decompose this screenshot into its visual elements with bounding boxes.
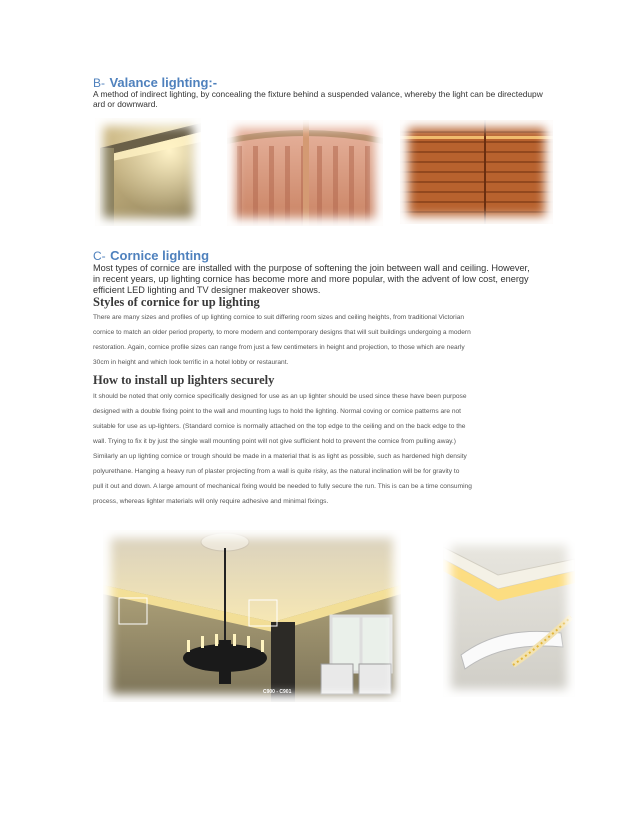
install-line: polyurethane. Hanging a heavy run of plaster projecting from a wall is quite risky, as the natural inclination will be for gravity to: [93, 468, 460, 476]
valance-desc-line: ard or downward.: [93, 99, 158, 110]
install-line: designed with a double fixing point to the wall and mounting lugs to hold the lighting. Normal coving or cornice patterns are not: [93, 408, 462, 416]
valance-prefix: B-: [93, 76, 105, 90]
cornice-intro-line: Most types of cornice are installed with the purpose of softening the join between wall and ceiling. However,: [93, 263, 530, 273]
styles-heading: Styles of cornice for up lighting: [93, 295, 260, 309]
cornice-detail-photo: [443, 537, 575, 697]
valance-photo-wall: [95, 118, 201, 226]
valance-desc-line: A method of indirect lighting, by concealing the fixture behind a suspended valance, whereby the light can be directedupw: [93, 89, 543, 99]
styles-line: cornice to match an older period property, to more modern and contemporary designs that will suit buildings undergoing a modern: [93, 329, 471, 337]
valance-description: [93, 89, 563, 109]
valance-photo-sauna: [400, 120, 553, 224]
cornice-room-photo: [103, 530, 401, 702]
install-heading: How to install up lighters securely: [93, 373, 275, 387]
cornice-intro-line: efficient LED lighting and TV designer makeover shows.: [93, 285, 321, 295]
styles-line: There are many sizes and profiles of up lighting cornice to suit differing room sizes and ceiling heights, from traditional Victorian: [93, 314, 465, 321]
photo-caption: C900 - C901: [263, 689, 292, 695]
styles-line: 30cm in height and which look terrific in a hotel lobby or restaurant.: [93, 359, 289, 367]
install-line: pull it out and down. A large amount of mechanical fixing would be needed to fully secure the run. This is can be a time consuming: [93, 483, 472, 491]
cornice-prefix: C-: [93, 249, 106, 263]
install-line: Similarly an up lighting cornice or trough should be made in a material that is as light as possible, such as hardened high density: [93, 453, 467, 460]
styles-paragraph: [93, 310, 563, 370]
cornice-intro: [93, 263, 563, 296]
valance-photo-curtain: [227, 120, 383, 226]
install-paragraph-2: [93, 449, 563, 509]
cornice-intro-line: in recent years, up lighting cornice has become more and more popular, with the advent of low cost, energy: [93, 274, 529, 284]
install-line: It should be noted that only cornice specifically designed for use as an up lighter should be used since these have been purpose: [93, 393, 467, 400]
styles-line: restoration. Again, cornice profile sizes can range from just a few centimeters in height and projection, to those which are nearly: [93, 344, 465, 352]
install-line: suitable for use as up-lighters. (Standard cornice is normally attached on the top edge to the ceiling and on the back edge to the: [93, 423, 466, 431]
install-line: wall. Trying to fix it by just the single wall mounting point will not give sufficient hold to prevent the cornice from pulling away.): [93, 438, 456, 446]
install-paragraph-1: [93, 389, 563, 449]
valance-title: Valance lighting:-: [109, 75, 218, 90]
cornice-title: Cornice lighting: [110, 248, 210, 263]
install-line: process, whereas lighter materials will only require adhesive and minimal fixings.: [93, 498, 329, 506]
